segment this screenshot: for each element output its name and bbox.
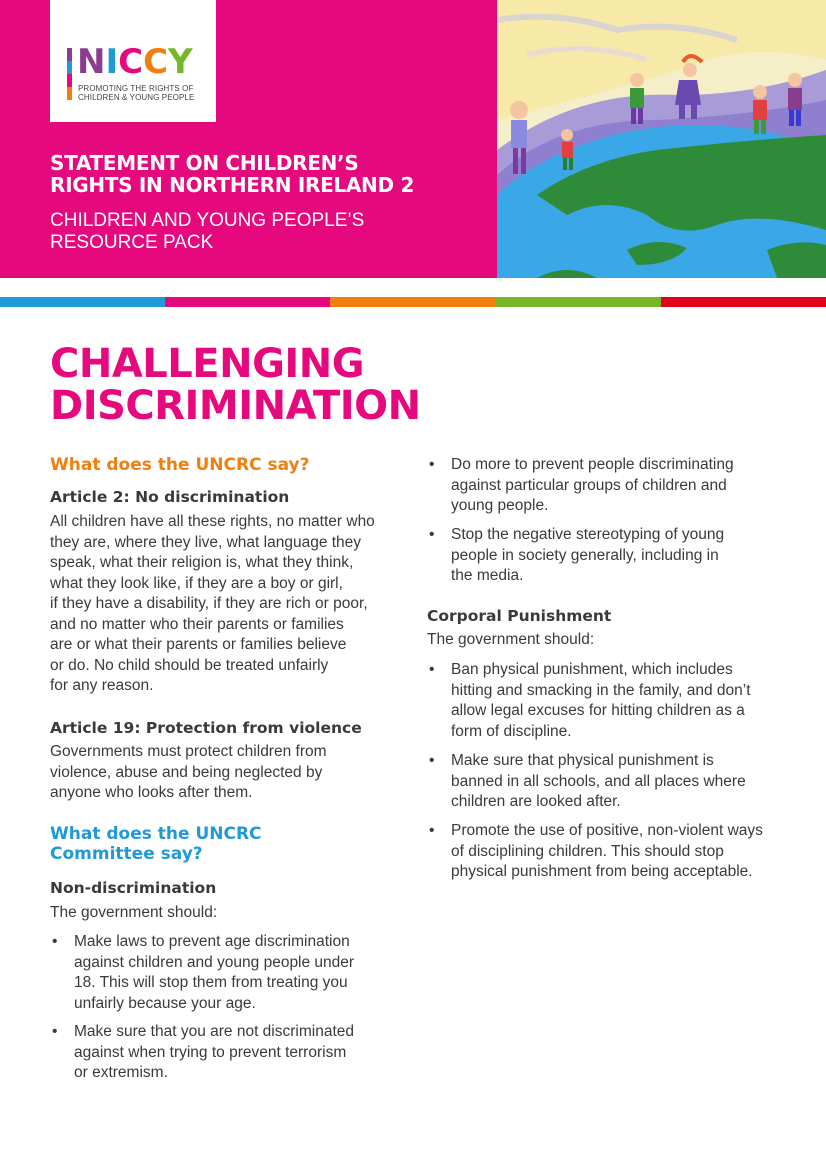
text-line: banned in all schools, and all places where — [451, 772, 746, 790]
text-line: • Stop the negative stereotyping of young — [451, 526, 725, 543]
text-line: what they look like, if they are a boy or girl, — [50, 574, 343, 592]
corporal-punishment-heading: Corporal Punishment — [427, 607, 612, 625]
color-stripe-pink — [165, 297, 330, 307]
text-line: unfairly because your age. — [74, 994, 256, 1012]
list-item — [50, 932, 410, 1014]
text-line: the media. — [451, 567, 524, 584]
list-item — [427, 525, 797, 587]
drawing-illustration — [497, 0, 826, 278]
article-19-heading: Article 19: Protection from violence — [50, 719, 362, 737]
header-banner — [0, 0, 826, 278]
text-line: children are looked after. — [451, 793, 621, 810]
text-line: if they have a disability, if they are rich or poor, — [50, 595, 368, 612]
text-line: • Promote the use of positive, non-violent ways — [451, 822, 763, 839]
list-item — [50, 1022, 410, 1084]
document-subtitle-line: RESOURCE PACK — [50, 232, 214, 253]
text-line: allow legal excuses for hitting children as a — [451, 702, 745, 719]
text-line: for any reason. — [50, 677, 154, 694]
committee-heading-line: Committee say? — [50, 844, 203, 864]
text-line: Governments must protect children from — [50, 743, 327, 760]
document-subtitle-line: CHILDREN AND YOUNG PEOPLE’S — [50, 210, 365, 231]
text-line: against particular groups of children and — [451, 476, 727, 494]
text-line: • Ban physical punishment, which includes — [451, 661, 733, 678]
text-line: speak, what their religion is, what they think, — [50, 554, 354, 571]
text-line: of disciplining children. This should stop — [451, 842, 724, 860]
text-line: young people. — [451, 497, 549, 514]
document-title-line: STATEMENT ON CHILDREN’S — [50, 151, 359, 175]
text-line: anyone who looks after them. — [50, 784, 253, 801]
document-subtitle — [50, 210, 490, 254]
color-stripe-orange — [330, 297, 495, 307]
list-item — [427, 821, 802, 883]
text-line: or do. No child should be treated unfairly — [50, 656, 329, 674]
document-title — [50, 152, 490, 196]
article-2-heading: Article 2: No discrimination — [50, 488, 290, 506]
article-2-text — [50, 512, 410, 697]
text-line: against when trying to prevent terrorism — [74, 1043, 347, 1061]
list-item — [427, 455, 797, 517]
text-line: they are, where they live, what language they — [50, 533, 362, 551]
text-line: • Make sure that physical punishment is — [451, 752, 714, 769]
non-discrimination-intro: The government should: — [50, 904, 218, 921]
text-line: hitting and smacking in the family, and don’t — [451, 681, 751, 699]
logo-letter: C — [143, 42, 169, 82]
text-line: violence, abuse and being neglected by — [50, 763, 323, 781]
logo-tagline-line: CHILDREN & YOUNG PEOPLE — [78, 93, 195, 102]
logo-letter: I — [105, 42, 119, 82]
corporal-punishment-intro: The government should: — [427, 631, 595, 648]
color-stripe-green — [496, 297, 661, 307]
text-line: • Do more to prevent people discriminating — [451, 456, 734, 473]
color-stripe-red — [661, 297, 826, 307]
page-title — [50, 343, 550, 427]
committee-heading — [50, 824, 410, 864]
article-19-text — [50, 742, 410, 804]
text-line: form of discipline. — [451, 722, 572, 740]
uncrc-heading: What does the UNCRC say? — [50, 455, 310, 475]
list-item — [427, 660, 802, 742]
text-line: • Make laws to prevent age discrimination — [74, 933, 350, 950]
text-line: against children and young people under — [74, 953, 355, 971]
text-line: are or what their parents or families believe — [50, 636, 347, 653]
list-item — [427, 751, 802, 813]
non-discrimination-heading: Non-discrimination — [50, 879, 217, 897]
logo-tagline — [78, 84, 194, 102]
text-line: people in society generally, including in — [451, 546, 719, 564]
text-line: • Make sure that you are not discriminated — [74, 1023, 354, 1040]
page-title-line: DISCRIMINATION — [50, 383, 421, 429]
niccy-logo — [50, 0, 216, 122]
committee-heading-line: What does the UNCRC — [50, 824, 262, 844]
text-line: or extremism. — [74, 1064, 168, 1081]
logo-color-bars — [67, 48, 73, 100]
text-line: All children have all these rights, no matter who — [50, 513, 375, 530]
text-line: 18. This will stop them from treating you — [74, 974, 348, 991]
logo-letter: N — [77, 42, 106, 82]
logo-tagline-line: PROMOTING THE RIGHTS OF — [78, 84, 194, 93]
logo-wordmark — [77, 44, 193, 80]
document-title-line: RIGHTS IN NORTHERN IRELAND 2 — [50, 173, 415, 197]
logo-letter: Y — [168, 42, 193, 82]
logo-letter: C — [118, 42, 144, 82]
text-line: physical punishment from being acceptable. — [451, 863, 753, 880]
page-title-line: CHALLENGING — [50, 341, 365, 387]
color-stripe-blue — [0, 297, 165, 307]
text-line: and no matter who their parents or families — [50, 615, 344, 633]
children-drawing-artwork — [497, 0, 826, 278]
